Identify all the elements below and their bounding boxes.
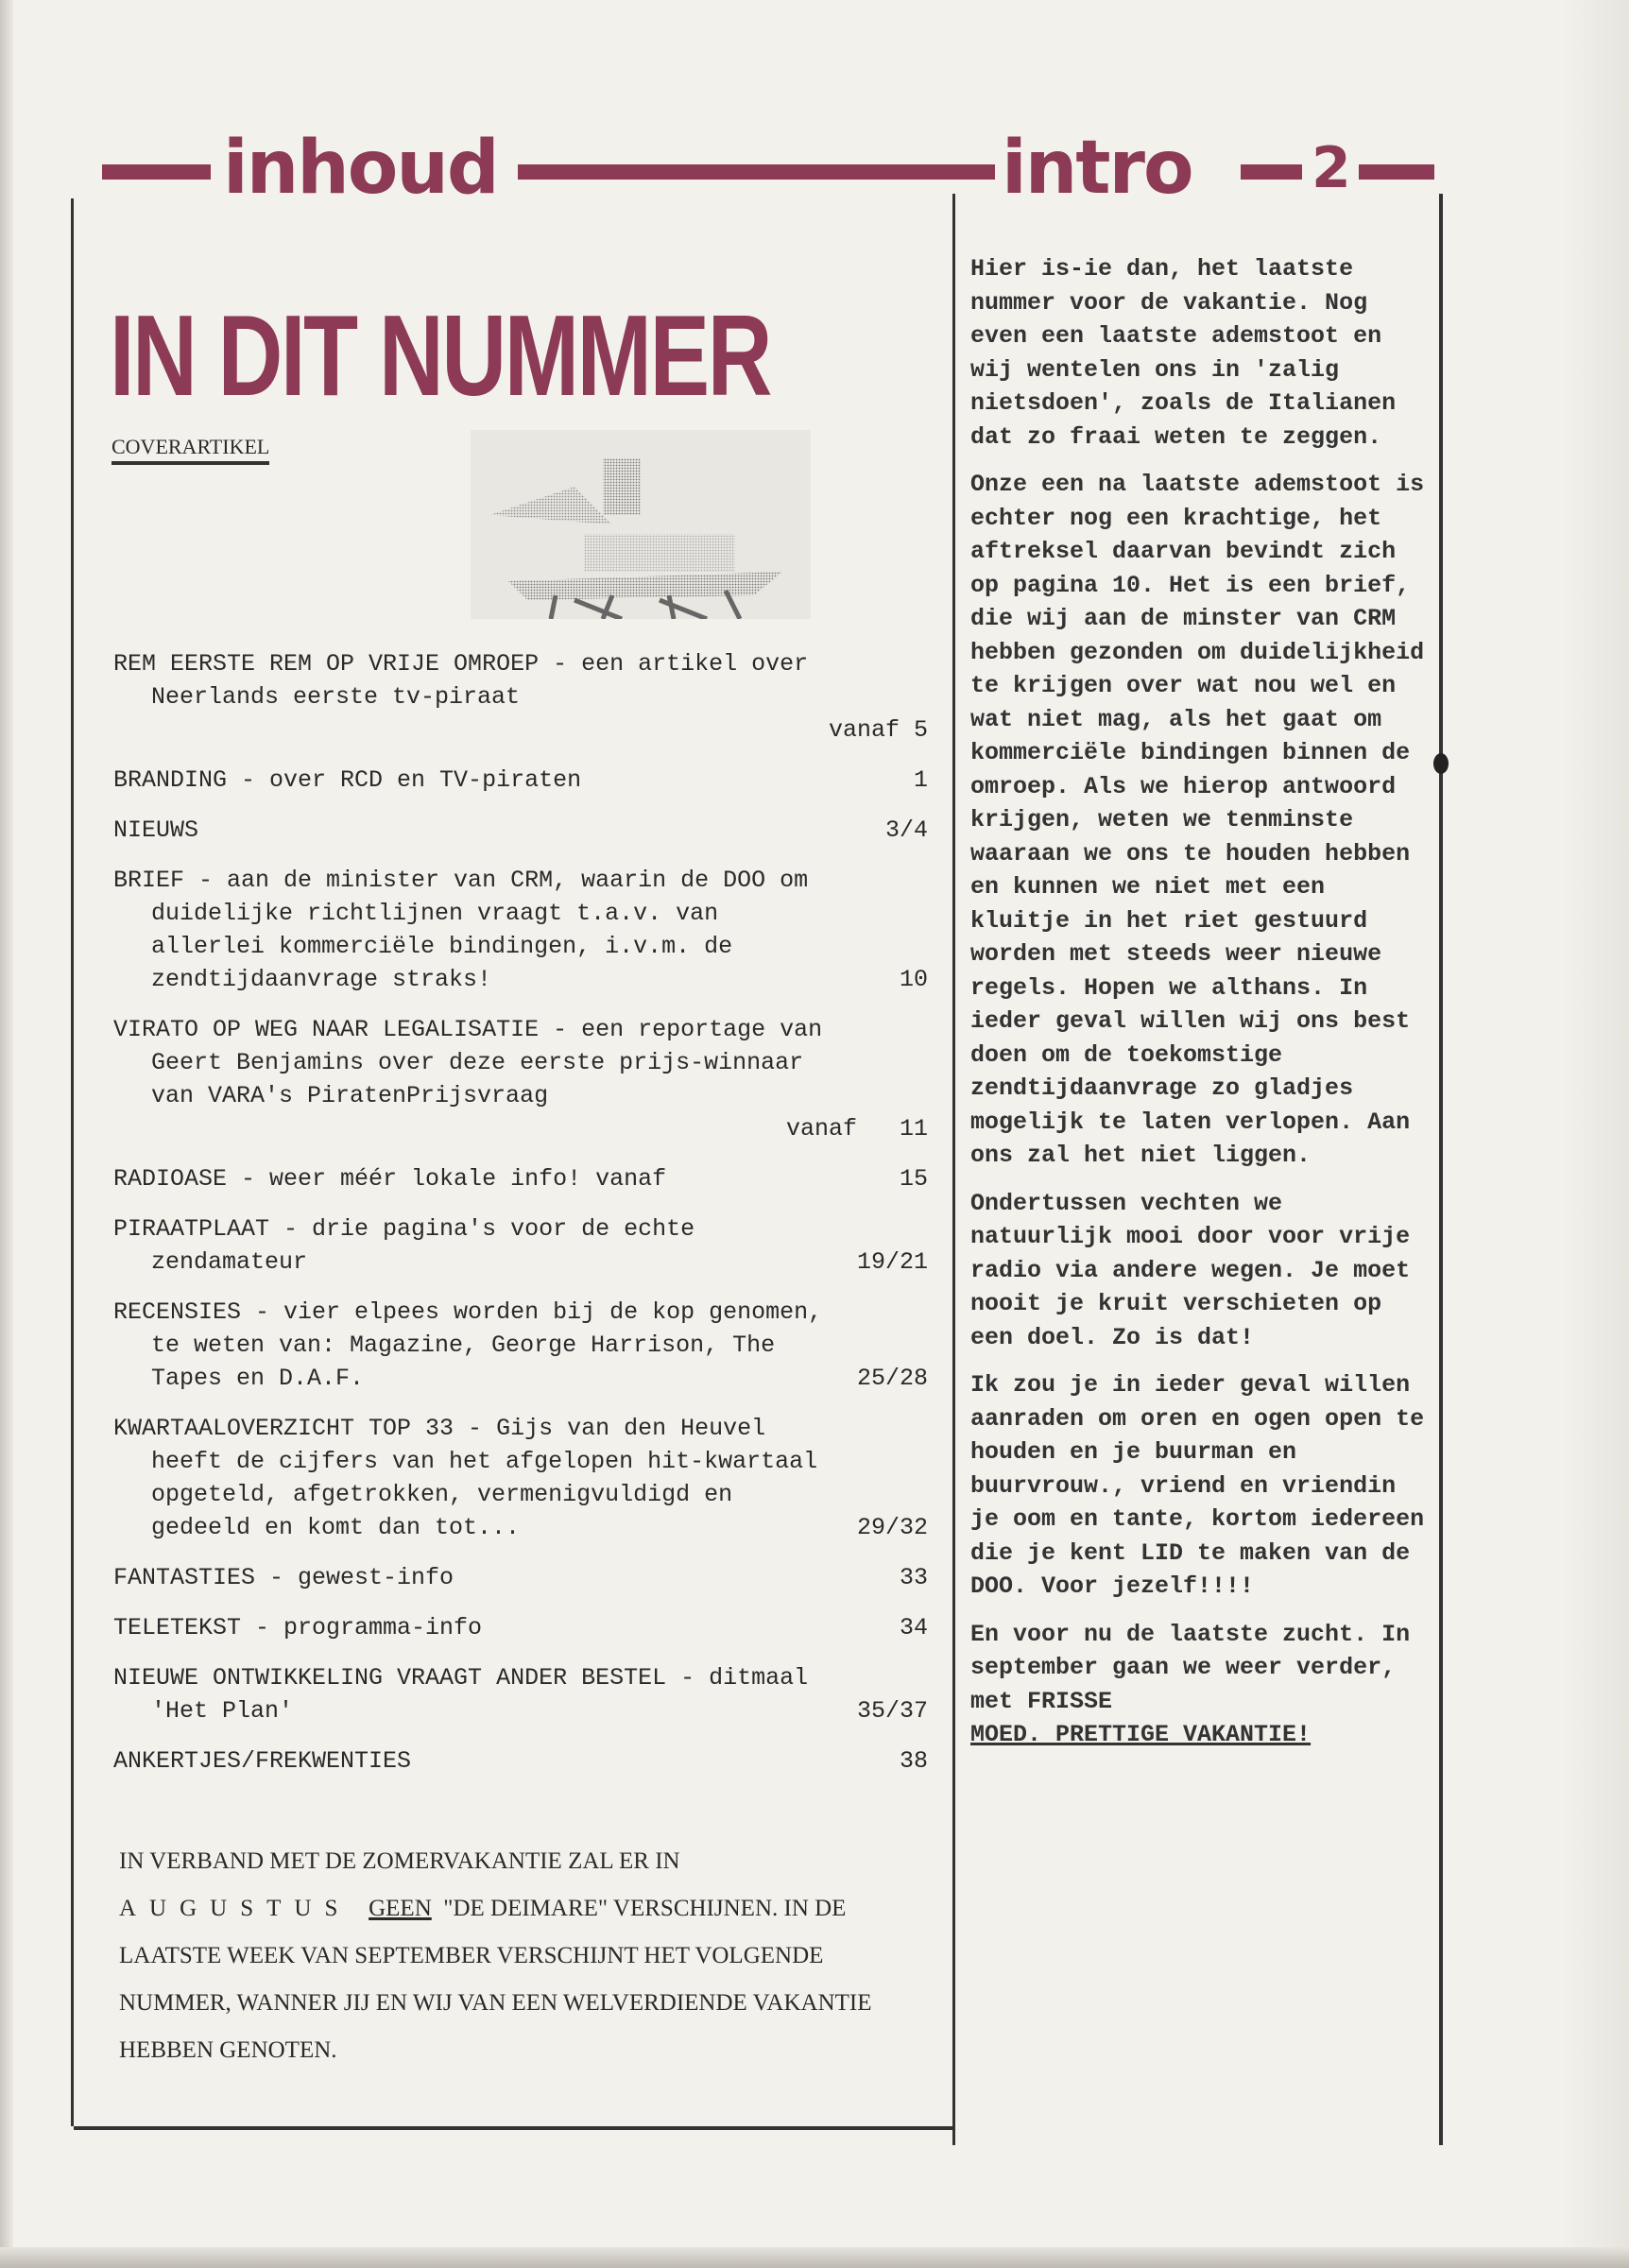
contents-title: IN DIT NUMMER [110,291,771,420]
offshore-platform-photo [471,430,811,619]
header-title-inhoud: inhoud [223,126,498,211]
toc-entry[interactable]: RECENSIES - vier elpees worden bij de kop genomen, te weten van: Magazine, George Harrison, The Tapes en D.A.F. 25/28 [113,1296,928,1395]
intro-closing: MOED. PRETTIGE VAKANTIE! [970,1721,1312,1748]
header-rule [1359,164,1434,180]
notice-emphasis: GEEN [369,1896,432,1921]
header-rule [102,164,211,180]
column-rule [74,2126,952,2130]
toc-entry[interactable]: FANTASTIES - gewest-info 33 [113,1561,928,1594]
toc-page-number: 1 [913,766,928,794]
intro-text [970,252,1433,1766]
toc-entry[interactable]: NIEUWS 3/4 [113,814,928,847]
page-edge-bottom [0,2247,1629,2268]
contents-column [71,198,952,2126]
toc-entry[interactable]: VIRATO OP WEG NAAR LEGALISATIE - een reportage van Geert Benjamins over deze eerste prijs-winnaar van VARA's PiratenPrijsvraag vanaf 11 [113,1013,928,1145]
cover-article-label: COVERARTIKEL [111,435,269,465]
toc-entry[interactable]: BRANDING - over RCD en TV-piraten 1 [113,764,928,797]
toc-page-number: 19/21 [856,1248,928,1276]
page-edge-right [1563,0,1629,2268]
intro-paragraph: Hier is-ie dan, het laatste nummer voor de vakantie. Nog even een laatste ademstoot en wij wentelen ons in 'zalig nietsdoen', zoals de Italianen dat zo fraai weten te zeggen. [970,255,1397,451]
toc-page-number: 10 [899,966,928,993]
toc-page-number: 35/37 [856,1697,928,1725]
toc-entry[interactable]: KWARTAALOVERZICHT TOP 33 - Gijs van den Heuvel heeft de cijfers van het afgelopen hit-kwartaal opgeteld, afgetrokken, vermenigvuldigd en gedeeld en komt dan tot... 29/32 [113,1412,928,1544]
header-rule [1241,164,1302,180]
toc-page-number: 3/4 [884,816,928,844]
header-title-intro: intro [1002,126,1192,211]
toc-entry[interactable]: RADIOASE - weer méér lokale info! vanaf 15 [113,1162,928,1195]
toc-entry[interactable]: TELETEKST - programma-info 34 [113,1611,928,1644]
intro-column [952,194,1443,2145]
toc-page-number: 34 [899,1614,928,1641]
page-number: 2 [1312,135,1349,201]
summer-notice: IN VERBAND MET DE ZOMERVAKANTIE ZAL ER IN AUGUSTUS GEEN "DE DEIMARE" VERSCHIJNEN. IN DE LAATSTE WEEK VAN SEPTEMBER VERSCHIJNT HET VOLGENDE NUMMER, WANNER JIJ EN WIJ VAN EEN WELVERDIENDE VAKANTIE HEBBEN GENOTEN. [119,1848,872,2063]
toc-page-number: 15 [899,1165,928,1193]
toc-page-number: 33 [899,1564,928,1591]
table-of-contents [113,647,928,1795]
toc-page-number: vanaf 5 [828,716,928,744]
intro-paragraph: Ik zou je in ieder geval willen aanraden om oren en ogen open te houden en je buurman en buurvrouw., vriend en vriendin je oom en tante, kortom iedereen die je kent LID te maken van de DOO. Voor jezelf!!!! [970,1371,1425,1600]
toc-entry[interactable]: REM EERSTE REM OP VRIJE OMROEP - een artikel over Neerlands eerste tv-piraat vanaf 5 [113,647,928,747]
intro-paragraph: Ondertussen vechten we natuurlijk mooi door voor vrije radio via andere wegen. Je moet nooit je kruit verschieten op een doel. Zo is dat! [970,1189,1411,1351]
toc-entry[interactable]: ANKERTJES/FREKWENTIES 38 [113,1744,928,1778]
toc-entry[interactable]: PIRAATPLAAT - drie pagina's voor de echte zendamateur 19/21 [113,1212,928,1279]
notice-month: AUGUSTUS [119,1896,352,1921]
toc-page-number: vanaf 11 [785,1115,928,1143]
intro-paragraph: Onze een na laatste ademstoot is echter nog een krachtige, het aftreksel daarvan bevindt zich op pagina 10. Het is een brief, die wij aan de minster van CRM hebben gezonden om duidelijkheid te krijgen over wat nou wel en wat niet mag, als het gaat om kommerciële bindingen binnen de omroep. Als we hierop antwoord krijgen, weten we tenminste waaraan we ons te houden hebben en kunnen we niet met een kluitje in het riet gestuurd worden met steeds weer nieuwe regels. Hopen we althans. In ieder geval willen wij ons best doen om de toekomstige zendtijdaanvrage zo gladjes mogelijk te laten verlopen. Aan ons zal het niet liggen. [970,471,1425,1169]
page-edge [0,0,13,2268]
toc-entry[interactable]: BRIEF - aan de minister van CRM, waarin de DOO om duidelijke richtlijnen vraagt t.a.v. van allerlei kommerciële bindingen, i.v.m. de zendtijdaanvrage straks! 10 [113,864,928,996]
toc-page-number: 25/28 [856,1365,928,1392]
intro-paragraph: En voor nu de laatste zucht. In september gaan we weer verder, met FRISSE [970,1620,1411,1715]
toc-page-number: 29/32 [856,1514,928,1541]
punch-hole [1433,753,1449,774]
toc-page-number: 38 [899,1747,928,1775]
toc-entry[interactable]: NIEUWE ONTWIKKELING VRAAGT ANDER BESTEL - ditmaal 'Het Plan' 35/37 [113,1661,928,1727]
header-rule [518,164,995,180]
